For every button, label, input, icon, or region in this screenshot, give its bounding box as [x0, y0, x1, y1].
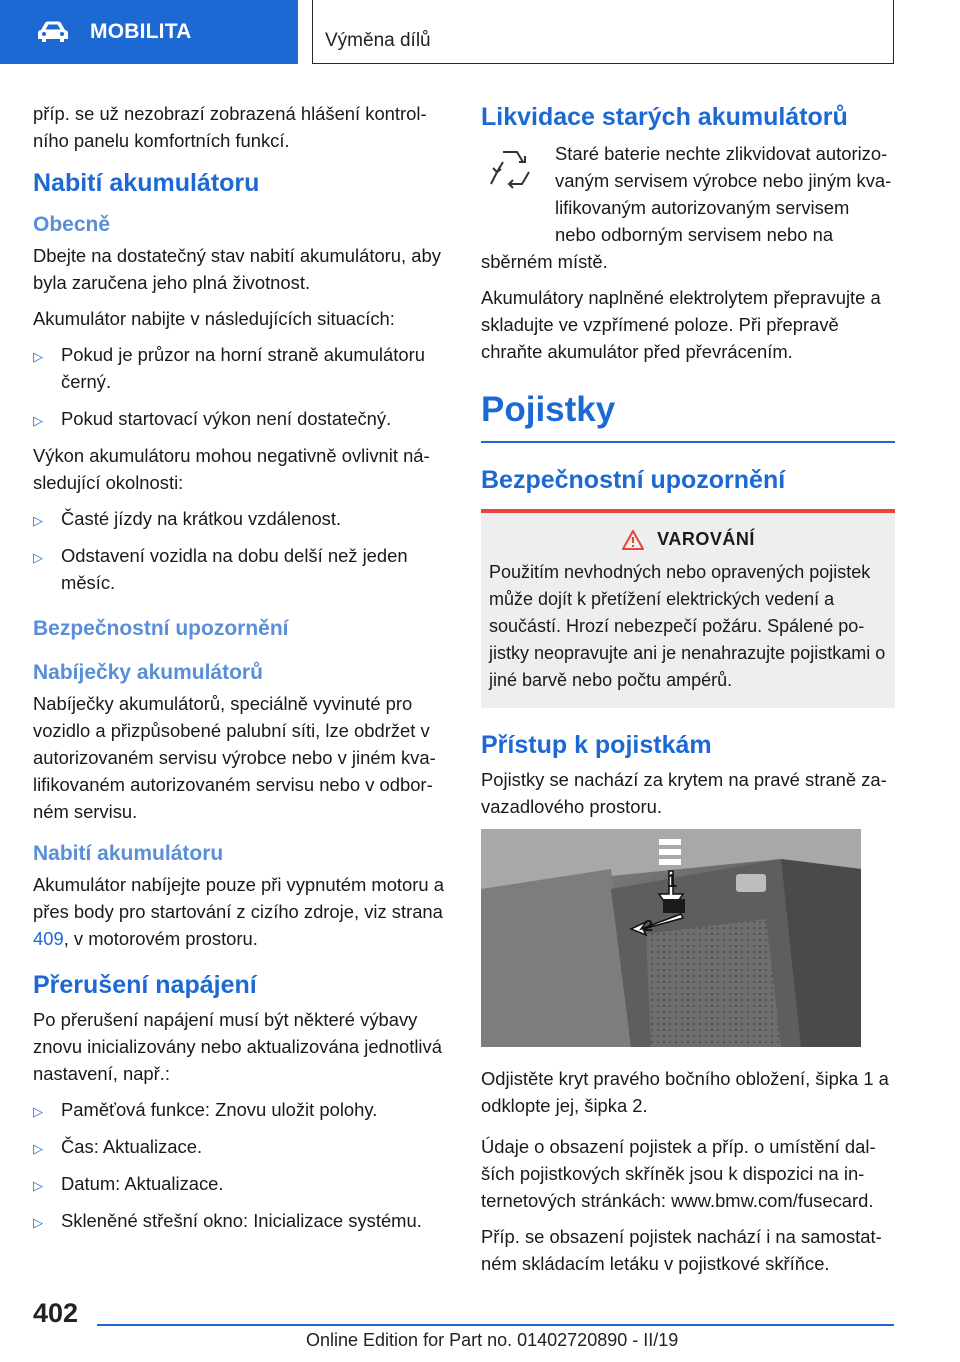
heading-obecne: Obecně — [33, 213, 111, 236]
arrow-label-2: 2 — [644, 917, 653, 935]
triangle-bullet-icon: ▷ — [33, 1141, 43, 1156]
triangle-bullet-icon: ▷ — [33, 513, 43, 528]
paragraph-prip: Příp. se obsazení pojistek nachází i na samostatném skládacím letáku v pojistkové skříňce. — [481, 1225, 882, 1274]
heading-nabijecky: Nabíječky akumulátorů — [33, 661, 263, 684]
heading-pojistky: Pojistky — [481, 390, 616, 429]
chapter-tab — [312, 0, 894, 64]
recycle-icon — [481, 144, 543, 198]
paragraph-likvidace-2: Akumulátory naplněné elektrolytem přepravujte a skladujte ve vzpřímené poloze. Při přepravě chraňte akumulátor před převrácením. — [481, 287, 881, 362]
paragraph-obecne-1: Dbejte na dostatečný stav nabití akumulátoru, aby byla zaručena jeho plná životnost. — [33, 245, 441, 293]
list-item: ▷ Datum: Aktualizace. — [33, 1170, 451, 1197]
list-circumstances — [33, 505, 451, 596]
paragraph-obecne-2: Akumulátor nabijte v následujících situacích: — [33, 308, 395, 329]
list-item: ▷ Pokud je průzor na horní straně akumulátoru černý. — [33, 344, 425, 392]
triangle-bullet-icon: ▷ — [33, 550, 43, 565]
warning-box — [481, 509, 895, 708]
heading-preruseni: Přerušení napájení — [33, 971, 257, 999]
heading-rule — [481, 441, 895, 443]
list-settings — [33, 1096, 451, 1234]
warning-title: VAROVÁNÍ — [657, 529, 755, 549]
paragraph-nabiti-2: Akumulátor nabíjejte pouze při vypnutém motoru a přes body pro startování z cizího zdroje, viz strana 409, v motorovém prostoru. — [33, 874, 444, 949]
heading-bezpecnost: Bezpečnostní upozornění — [33, 617, 289, 640]
page-number: 402 — [33, 1298, 79, 1328]
paragraph-preruseni: Po přerušení napájení musí být některé výbavy znovu inicializovány nebo aktualizována jednotlivá nastavení, např.: — [33, 1009, 442, 1084]
triangle-bullet-icon: ▷ — [33, 349, 43, 364]
heading-likvidace: Likvidace starých akumulátorů — [481, 103, 848, 131]
paragraph-pristup: Pojistky se nachází za krytem na pravé straně zavazadlového prostoru. — [481, 768, 887, 817]
recycle-block — [481, 140, 895, 284]
intro-paragraph: příp. se už nezobrazí zobrazená hlášení kontrolního panelu komfortních funkcí. — [33, 103, 427, 151]
warning-text: Použitím nevhodných nebo opravených pojistek může dojít k přetížení elektrických vedení a součástí. Hrozí nebezpečí požáru. Spálené pojistky neopravujte ani je nenahrazujte pojistkami o jiné barvě nebo počtu ampérů. — [489, 561, 886, 690]
paragraph-likvidace-1: Staré baterie nechte zlikvidovat autorizovaným servisem výrobce nebo jiným kvalifikovaným autorizovaným servisem nebo odborným servisem nebo na sběrném místě. — [481, 143, 892, 272]
paragraph-vykon: Výkon akumulátoru mohou negativně ovlivnit následující okolnosti: — [33, 445, 430, 493]
list-item: ▷ Odstavení vozidla na dobu delší než jeden měsíc. — [33, 545, 408, 593]
right-column — [481, 100, 895, 1286]
triangle-bullet-icon: ▷ — [33, 1104, 43, 1119]
triangle-bullet-icon: ▷ — [33, 1178, 43, 1193]
list-item: ▷ Čas: Aktualizace. — [33, 1133, 451, 1160]
paragraph-udaje: Údaje o obsazení pojistek a příp. o umístění dalších pojistkových skříněk jsou k dispozici na internetových stránkách: www.bmw.com/fusecard. — [481, 1135, 876, 1211]
heading-nabiti: Nabití akumulátoru — [33, 169, 260, 197]
paragraph-odjistete: Odjistěte kryt pravého bočního obložení, šipka 1 a odklopte jej, šipka 2. — [481, 1067, 889, 1116]
footer-edition: Online Edition for Part no. 01402720890 - II/19 — [306, 1330, 679, 1350]
list-item: ▷ Časté jízdy na krátkou vzdálenost. — [33, 505, 451, 532]
section-tab[interactable] — [0, 0, 298, 64]
car-icon — [36, 20, 70, 44]
list-item: ▷ Skleněné střešní okno: Inicializace systému. — [33, 1207, 451, 1234]
triangle-bullet-icon: ▷ — [33, 413, 43, 428]
trunk-photo — [481, 829, 861, 1047]
heading-bezpecnost-right: Bezpečnostní upozornění — [481, 465, 786, 494]
footer-rule — [97, 1324, 894, 1326]
arrow-label-1: 1 — [667, 870, 678, 891]
list-situations — [33, 341, 451, 432]
list-item: ▷ Pokud startovací výkon není dostatečný. — [33, 405, 451, 432]
triangle-bullet-icon: ▷ — [33, 1215, 43, 1230]
section-title: MOBILITA — [90, 20, 192, 43]
page-link[interactable]: 409 — [33, 928, 64, 949]
chapter-title: Výměna dílů — [325, 30, 431, 51]
paragraph-nabijecky: Nabíječky akumulátorů, speciálně vyvinuté pro vozidlo a přizpůsobené palubní síti, lze obdržet v autorizovaném servisu výrobce nebo v jiném kvalifikovaném autorizovaném servisu nebo v odborném servisu. — [33, 693, 436, 822]
heading-nabiti-2: Nabití akumulátoru — [33, 842, 224, 865]
heading-pristup: Přístup k pojistkám — [481, 730, 712, 759]
warning-triangle-icon — [621, 529, 645, 551]
list-item: ▷ Paměťová funkce: Znovu uložit polohy. — [33, 1096, 451, 1123]
left-column — [33, 100, 451, 1244]
